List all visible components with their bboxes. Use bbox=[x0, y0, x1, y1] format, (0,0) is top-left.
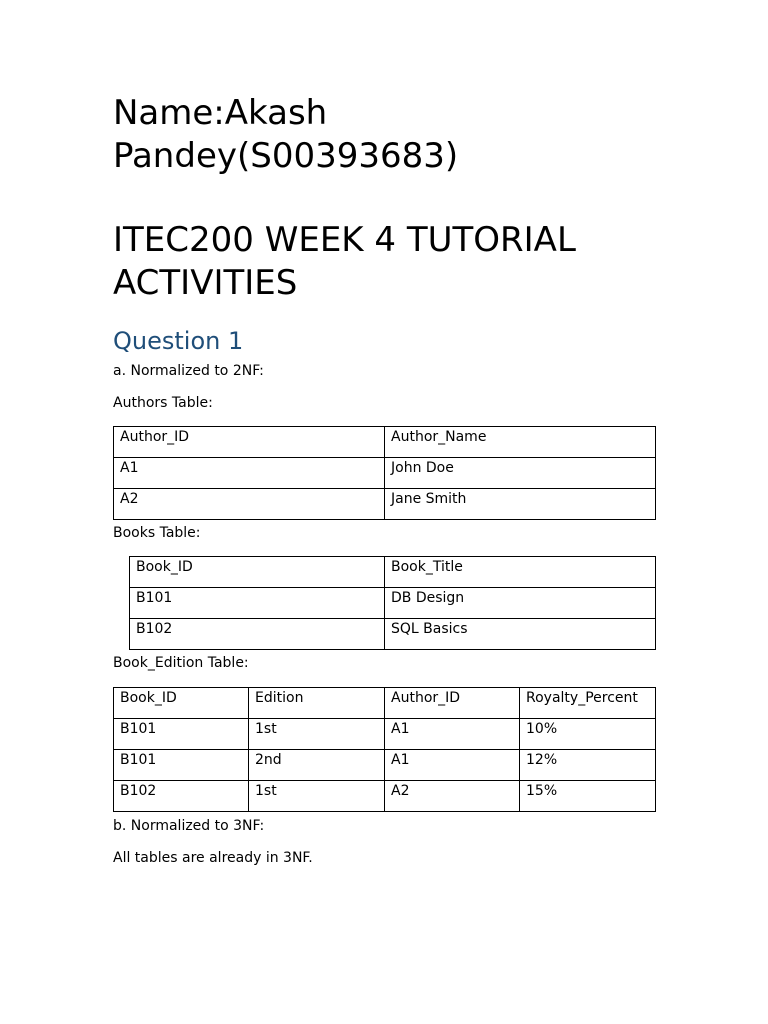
table-cell: John Doe bbox=[385, 458, 656, 489]
table-row bbox=[114, 489, 656, 520]
table-cell: B101 bbox=[130, 588, 385, 619]
book-edition-table-caption: Book_Edition Table: bbox=[113, 655, 249, 671]
table-row bbox=[114, 750, 656, 781]
part-a-label: a. Normalized to 2NF: bbox=[113, 363, 264, 379]
table-cell: B102 bbox=[130, 619, 385, 650]
table-cell: B101 bbox=[114, 719, 249, 750]
table-cell: Jane Smith bbox=[385, 489, 656, 520]
table-cell: A1 bbox=[385, 719, 520, 750]
table-cell: A1 bbox=[385, 750, 520, 781]
table-row bbox=[130, 557, 656, 588]
table-cell: A2 bbox=[385, 781, 520, 812]
table-row bbox=[114, 427, 656, 458]
table-cell: Author_ID bbox=[385, 688, 520, 719]
authors-table bbox=[113, 426, 656, 520]
table-cell: Book_ID bbox=[130, 557, 385, 588]
books-table-caption: Books Table: bbox=[113, 525, 201, 541]
books-table bbox=[129, 556, 656, 650]
table-cell: B102 bbox=[114, 781, 249, 812]
table-cell: 1st bbox=[249, 719, 385, 750]
table-cell: Royalty_Percent bbox=[520, 688, 656, 719]
authors-table-caption: Authors Table: bbox=[113, 395, 213, 411]
table-cell: SQL Basics bbox=[385, 619, 656, 650]
table-cell: 10% bbox=[520, 719, 656, 750]
table-cell: 1st bbox=[249, 781, 385, 812]
question-1-heading: Question 1 bbox=[113, 327, 244, 355]
table-cell: 12% bbox=[520, 750, 656, 781]
table-cell: 15% bbox=[520, 781, 656, 812]
table-cell: 2nd bbox=[249, 750, 385, 781]
table-row bbox=[130, 588, 656, 619]
table-cell: A2 bbox=[114, 489, 385, 520]
document-title: ITEC200 WEEK 4 TUTORIAL ACTIVITIES bbox=[113, 220, 576, 303]
table-cell: A1 bbox=[114, 458, 385, 489]
table-cell: Edition bbox=[249, 688, 385, 719]
table-row bbox=[114, 458, 656, 489]
table-row bbox=[130, 619, 656, 650]
table-cell: Author_Name bbox=[385, 427, 656, 458]
table-cell: Author_ID bbox=[114, 427, 385, 458]
part-b-label: b. Normalized to 3NF: bbox=[113, 818, 265, 834]
table-row bbox=[114, 781, 656, 812]
table-row bbox=[114, 719, 656, 750]
table-cell: Book_ID bbox=[114, 688, 249, 719]
table-cell: B101 bbox=[114, 750, 249, 781]
part-b-text: All tables are already in 3NF. bbox=[113, 850, 313, 866]
table-row bbox=[114, 688, 656, 719]
table-cell: DB Design bbox=[385, 588, 656, 619]
book-edition-table bbox=[113, 687, 656, 812]
student-name-heading: Name:Akash Pandey(S00393683) bbox=[113, 93, 459, 176]
table-cell: Book_Title bbox=[385, 557, 656, 588]
